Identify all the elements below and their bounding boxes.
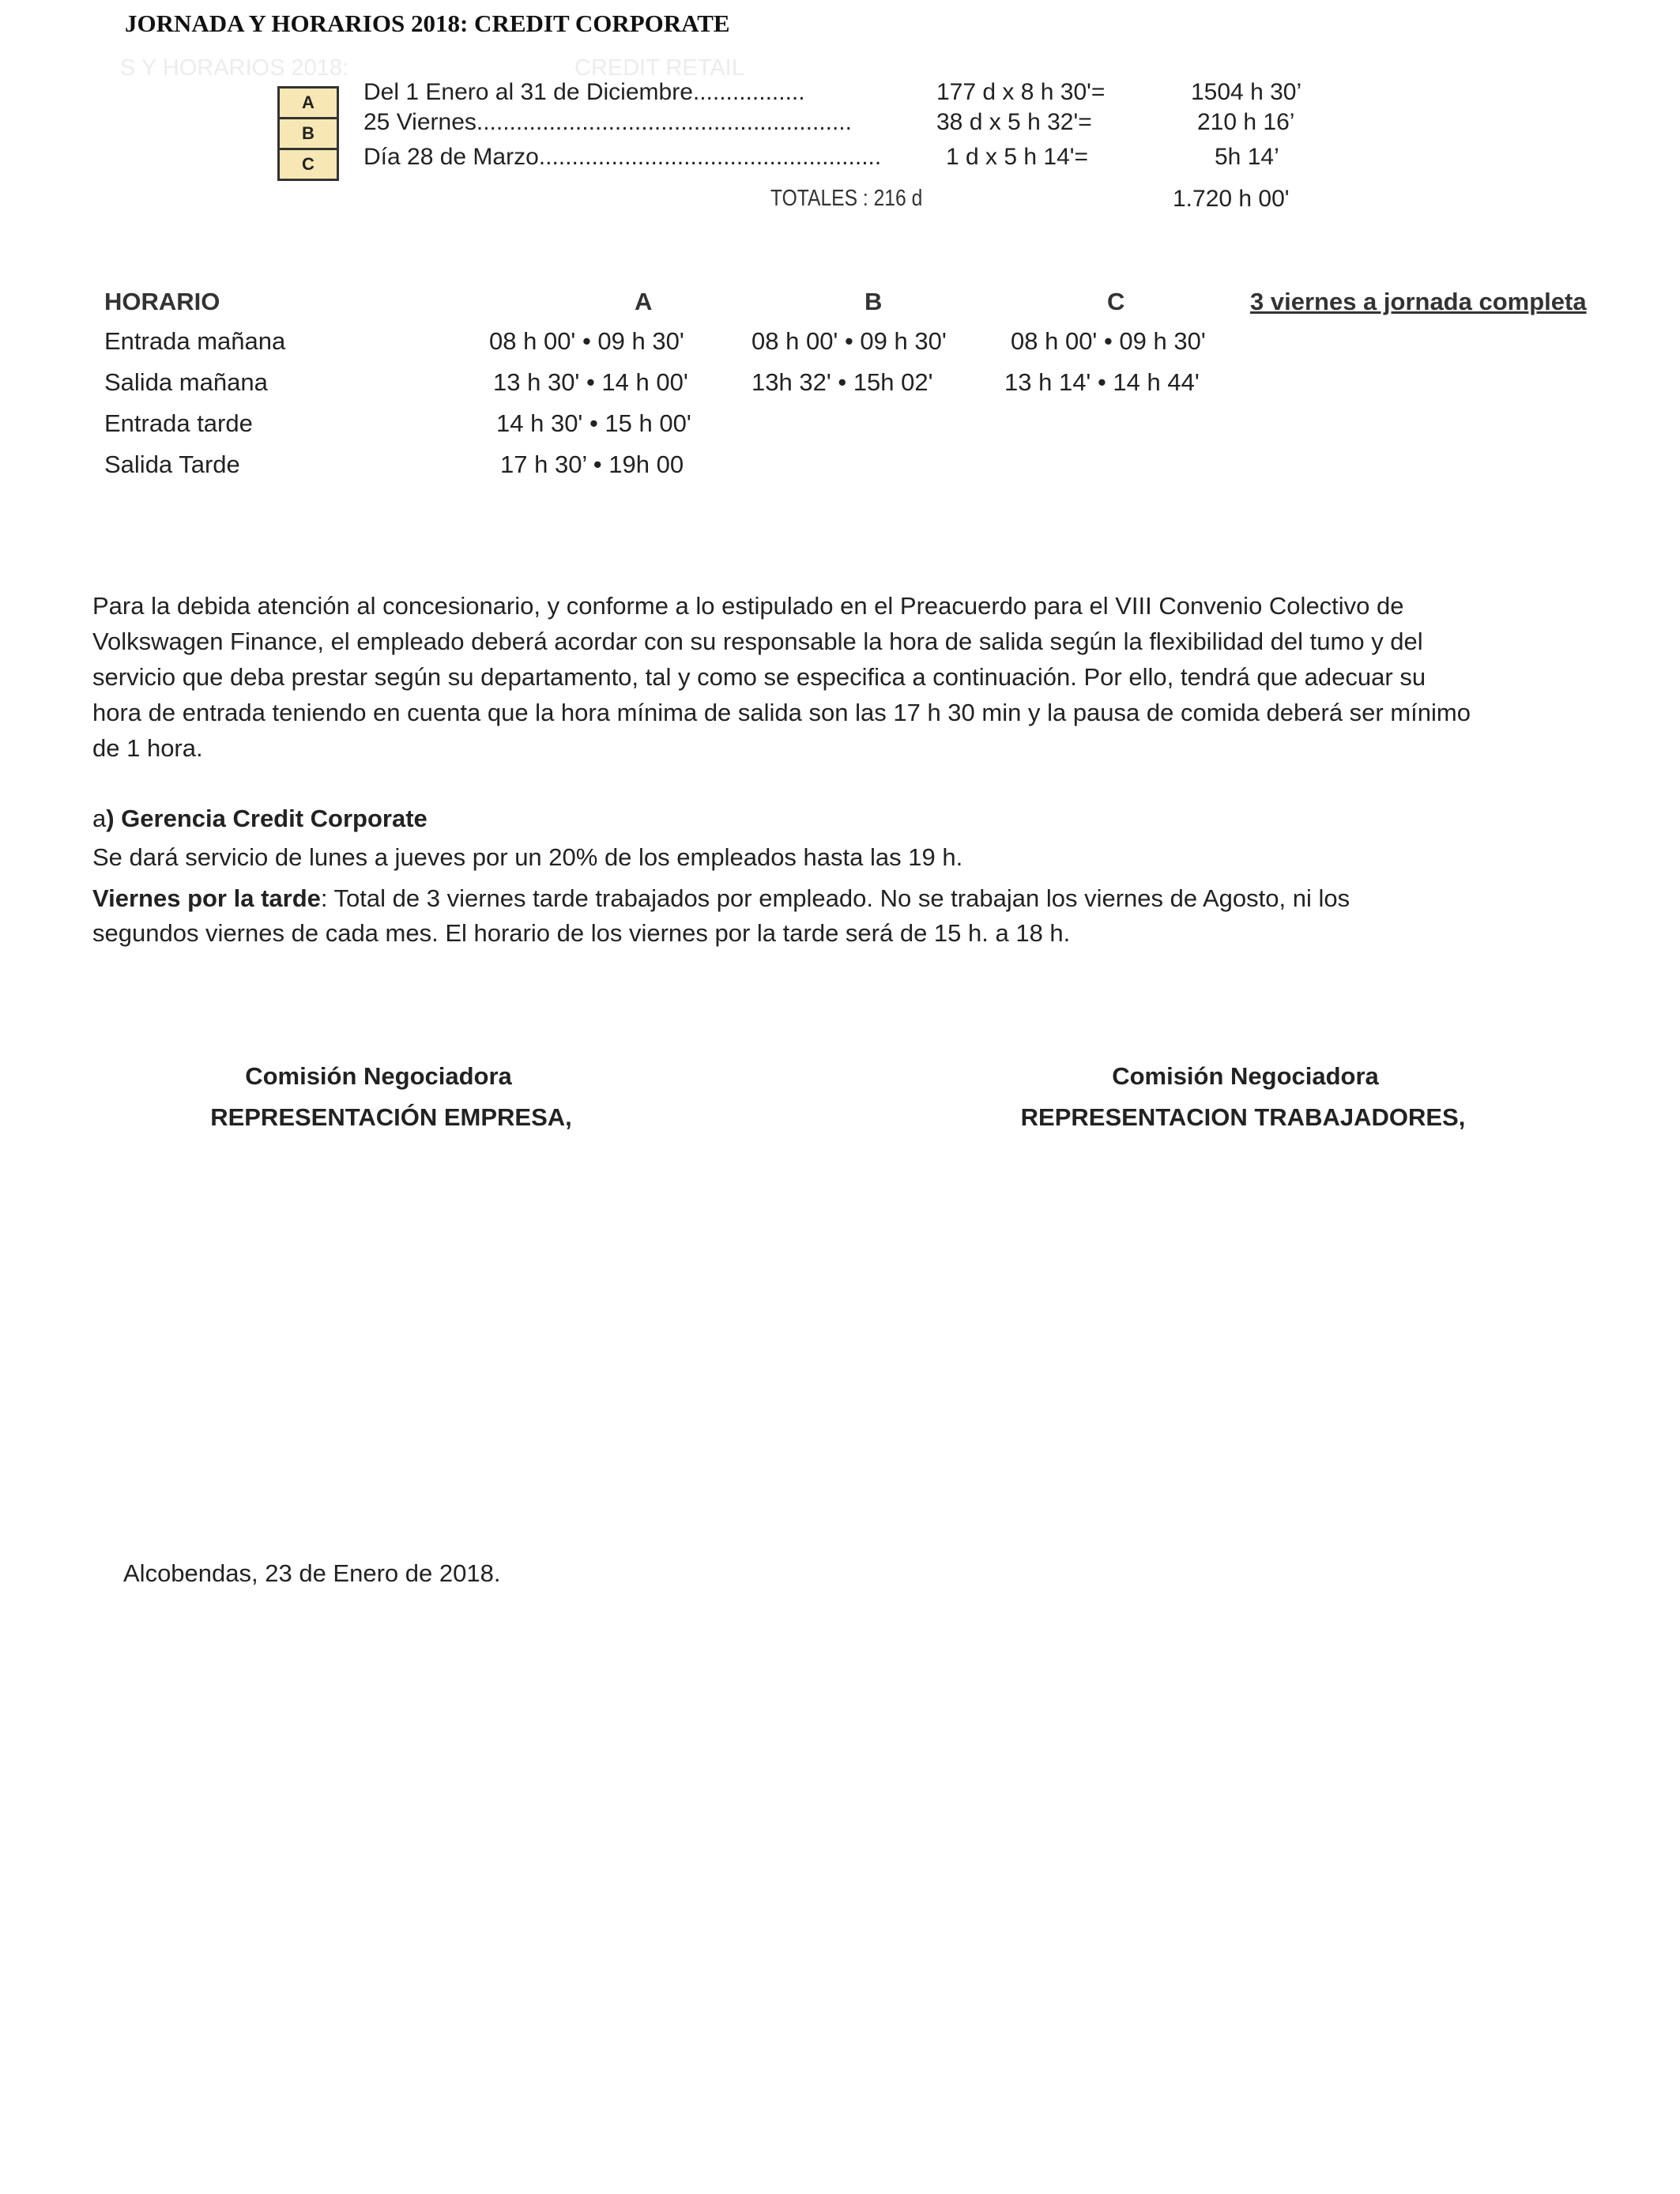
row-entrada-manana-b: 08 h 00' • 09 h 30' — [751, 327, 947, 355]
legend-b: B — [277, 117, 339, 148]
viernes-text: : Total de 3 viernes tarde trabajados por empleado. No se trabajan los viernes de Agosto, ni los — [320, 884, 1350, 912]
totals-label: TOTALES : 216 d — [770, 186, 923, 211]
summary-calc-3: 1 d x 5 h 14'= — [946, 144, 1089, 170]
schedule-header-b: B — [864, 288, 883, 315]
summary-calc-1: 177 d x 8 h 30'= — [936, 79, 1106, 105]
body-paragraph — [92, 588, 1471, 766]
summary-calc-2: 38 d x 5 h 32'= — [936, 109, 1092, 135]
section-a-line-2 — [92, 880, 1350, 916]
place-date: Alcobendas, 23 de Enero de 2018. — [123, 1559, 501, 1587]
row-salida-tarde-a: 17 h 30’ • 19h 00 — [500, 450, 684, 478]
faded-retail-fragment: CREDIT RETAIL — [574, 55, 744, 81]
summary-desc-3: Día 28 de Marzo.................................................... — [363, 144, 882, 170]
section-a-line-3: segundos viernes de cada mes. El horario de los viernes por la tarde será de 15 h. a 18 h. — [92, 919, 1071, 947]
paragraph-line-1: Para la debida atención al concesionario, y conforme a lo estipulado en el Preacuerdo para el VIII Convenio Colectivo de — [92, 592, 1404, 620]
summary-total-3: 5h 14’ — [1215, 144, 1279, 170]
row-entrada-manana-c: 08 h 00' • 09 h 30' — [1011, 327, 1206, 355]
row-label-salida-manana: Salida mañana — [104, 368, 268, 396]
schedule-legend — [277, 86, 339, 181]
row-label-entrada-manana: Entrada mañana — [104, 327, 286, 355]
section-a-title: ) Gerencia Credit Corporate — [106, 805, 428, 832]
summary-desc-1: Del 1 Enero al 31 de Diciembre................. — [363, 79, 805, 105]
schedule-header-c: C — [1107, 288, 1125, 315]
paragraph-line-4: hora de entrada teniendo en cuenta que la hora mínima de salida son las 17 h 30 min y la pausa de comida deberá ser mínimo — [92, 699, 1471, 726]
section-a-heading — [92, 801, 428, 836]
paragraph-line-5: de 1 hora. — [92, 734, 203, 762]
row-entrada-manana-a: 08 h 00' • 09 h 30' — [489, 327, 684, 355]
row-salida-manana-b: 13h 32' • 15h 02' — [751, 368, 933, 396]
row-salida-manana-a: 13 h 30' • 14 h 00' — [493, 368, 688, 396]
friday-full-day-note: 3 viernes a jornada completa — [1250, 288, 1587, 315]
section-a-prefix: a — [92, 805, 107, 832]
signature-right-title: Comisión Negociadora — [1112, 1062, 1379, 1090]
row-label-salida-tarde: Salida Tarde — [104, 450, 240, 478]
signature-left-title: Comisión Negociadora — [245, 1062, 512, 1090]
faded-title-fragment: S Y HORARIOS 2018: — [120, 55, 349, 81]
schedule-header-horario: HORARIO — [104, 288, 220, 315]
document-title: JORNADA Y HORARIOS 2018: CREDIT CORPORATE — [125, 9, 730, 37]
row-entrada-tarde-a: 14 h 30' • 15 h 00' — [496, 409, 691, 437]
paragraph-line-3: servicio que deba prestar según su departamento, tal y como se especifica a continuación. Por ello, tendrá que adecuar su — [92, 663, 1426, 691]
row-salida-manana-c: 13 h 14' • 14 h 44' — [1004, 368, 1200, 396]
viernes-label: Viernes por la tarde — [92, 884, 321, 912]
legend-a: A — [277, 86, 339, 117]
signature-left-org: REPRESENTACIÓN EMPRESA, — [210, 1103, 572, 1131]
summary-total-2: 210 h 16’ — [1197, 109, 1295, 135]
row-label-entrada-tarde: Entrada tarde — [104, 409, 253, 437]
schedule-header-a: A — [635, 288, 653, 315]
legend-c: C — [277, 148, 339, 181]
summary-desc-2: 25 Viernes......................................................... — [363, 109, 852, 135]
paragraph-line-2: Volkswagen Finance, el empleado deberá acordar con su responsable la hora de salida según la flexibilidad del tumo y del — [92, 628, 1423, 655]
totals-value: 1.720 h 00' — [1173, 186, 1290, 212]
section-a-line-1: Se dará servicio de lunes a jueves por un 20% de los empleados hasta las 19 h. — [92, 843, 963, 871]
signature-right-org: REPRESENTACION TRABAJADORES, — [1020, 1103, 1466, 1131]
summary-total-1: 1504 h 30’ — [1191, 79, 1302, 105]
